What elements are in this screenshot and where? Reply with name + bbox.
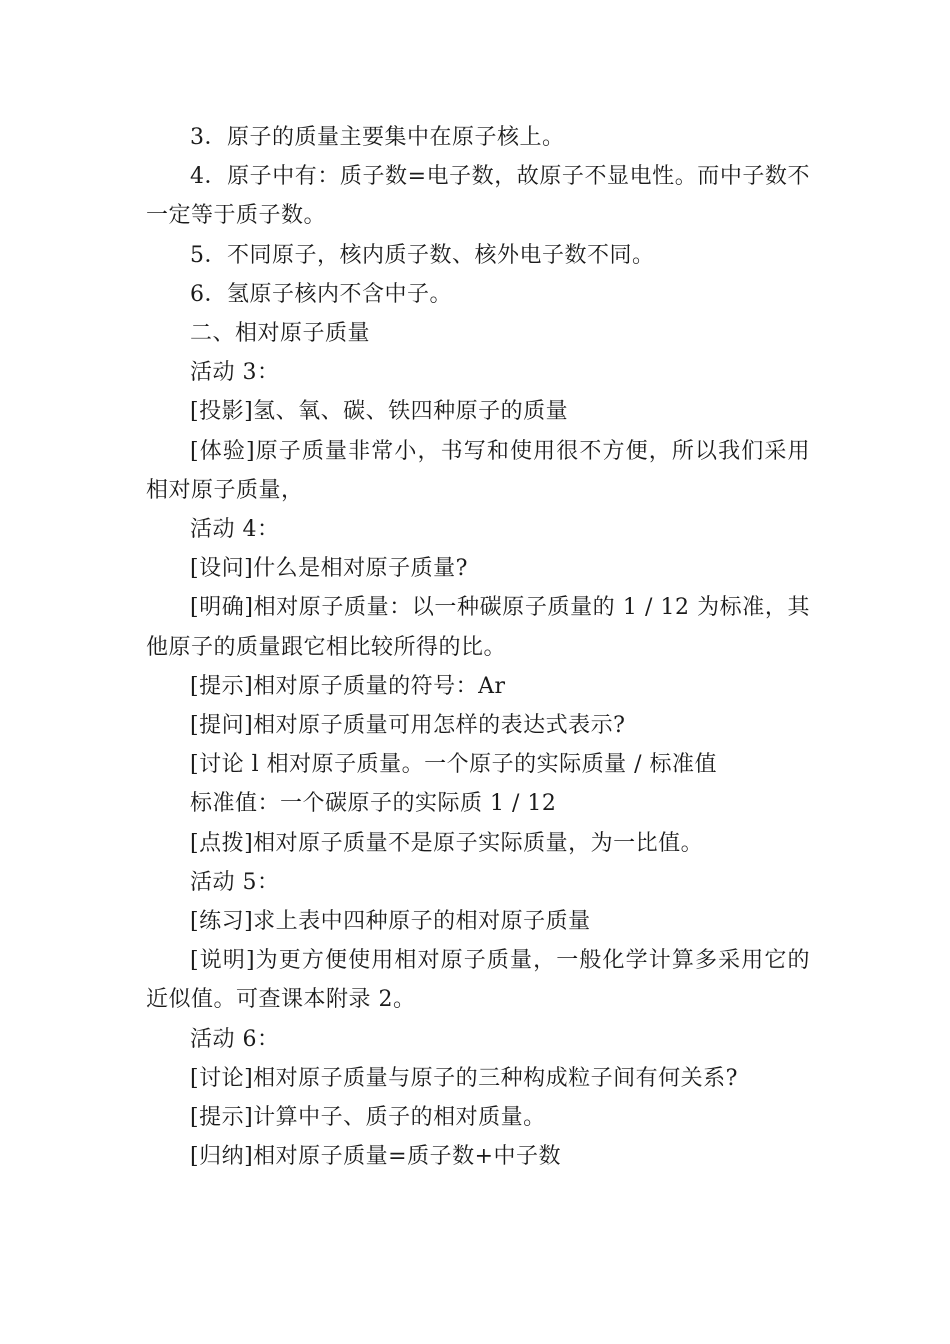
activity-6-label: 活动 6： <box>190 1026 280 1052</box>
activity-4-label: 活动 4： <box>190 517 280 543</box>
paragraph-symbol-hint: [提示]相对原子质量的符号：Ar <box>190 673 506 699</box>
paragraph-definition: [明确]相对原子质量：以一种碳原子质量的 1 / 12 为标准，其他原子的质量跟它相比较所得的比。 <box>146 595 810 660</box>
paragraph-explanation: [说明]为更方便使用相对原子质量，一般化学计算多采用它的近似值。可查课本附录 2。 <box>146 948 810 1013</box>
paragraph-atom-mass-nucleus: 3．原子的质量主要集中在原子核上。 <box>190 125 565 150</box>
activity-5-label: 活动 5： <box>190 869 280 895</box>
paragraph-pointer: [点拨]相对原子质量不是原子实际质量，为一比值。 <box>190 830 704 856</box>
section-heading-relative-atomic-mass: 二、相对原子质量 <box>190 321 371 347</box>
paragraph-discussion-formula: [讨论 l 相对原子质量。一个原子的实际质量 / 标准值 <box>190 752 718 778</box>
paragraph-proton-electron-equal: 4．原子中有：质子数=电子数，故原子不显电性。而中子数不一定等于质子数。 <box>146 164 810 229</box>
paragraph-calc-hint: [提示]计算中子、质子的相对质量。 <box>190 1105 546 1131</box>
paragraph-different-atoms: 5．不同原子，核内质子数、核外电子数不同。 <box>190 242 655 268</box>
paragraph-experience: [体验]原子质量非常小，书写和使用很不方便，所以我们采用相对原子质量， <box>146 438 810 503</box>
paragraph-standard-value: 标准值：一个碳原子的实际质 1 / 12 <box>190 791 557 817</box>
paragraph-hydrogen-no-neutron: 6．氢原子核内不含中子。 <box>190 281 452 307</box>
document-body <box>146 118 810 1176</box>
paragraph-exercise: [练习]求上表中四种原子的相对原子质量 <box>190 909 591 935</box>
paragraph-projection: [投影]氢、氧、碳、铁四种原子的质量 <box>190 399 569 425</box>
paragraph-expression-question: [提问]相对原子质量可用怎样的表达式表示? <box>190 713 626 739</box>
paragraph-summary: [归纳]相对原子质量=质子数+中子数 <box>190 1144 562 1170</box>
activity-3-label: 活动 3： <box>190 360 280 386</box>
paragraph-discussion-relation: [讨论]相对原子质量与原子的三种构成粒子间有何关系? <box>190 1065 738 1091</box>
paragraph-question: [设问]什么是相对原子质量? <box>190 556 468 582</box>
